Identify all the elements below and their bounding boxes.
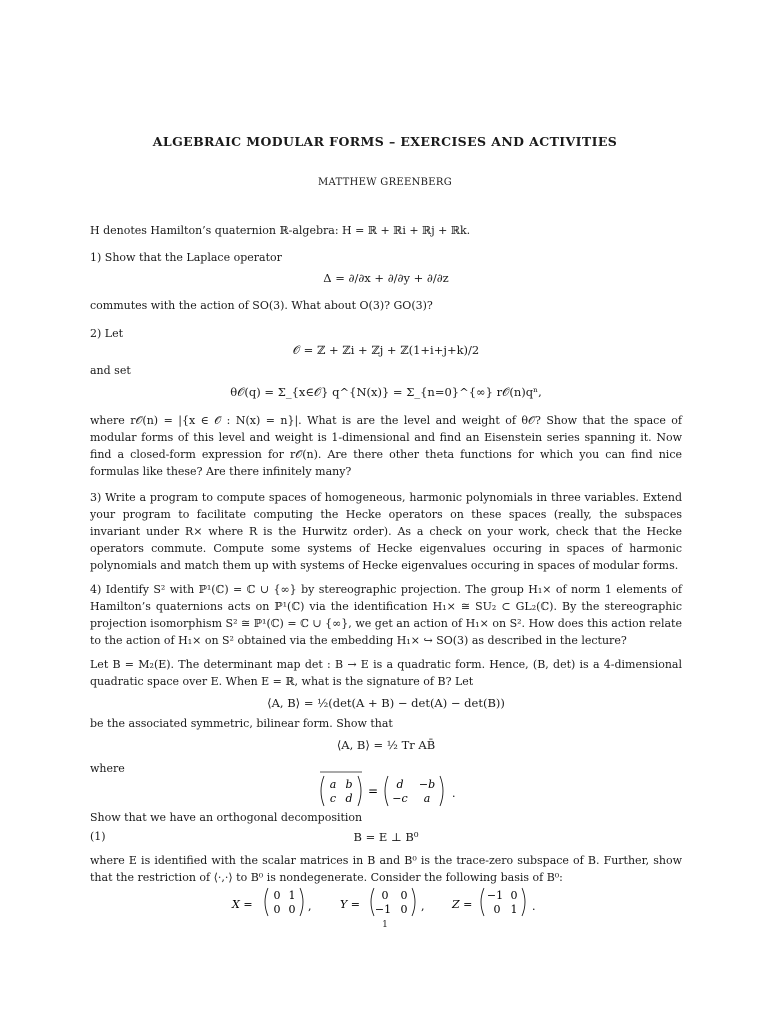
- laplace-equation: Δ = ∂/∂x + ∂/∂y + ∂/∂z: [323, 271, 449, 285]
- bilinear-form-equation: ⟨A, B⟩ = ½(det(A + B) − det(A) − det(B)): [267, 696, 505, 710]
- orthogonal-decomposition-equation: B = E ⊥ B⁰: [353, 830, 419, 844]
- rhs-d: d: [396, 778, 404, 791]
- page-title: ALGEBRAIC MODULAR FORMS – EXERCISES AND ACTIVITIES: [152, 134, 618, 149]
- x-m12: 1: [288, 889, 296, 902]
- author: MATTHEW GREENBERG: [317, 177, 453, 188]
- svg-text:.: .: [532, 900, 536, 913]
- z-m11: −1: [486, 889, 504, 902]
- trace-equation: ⟨A, B⟩ = ½ Tr AB̄: [336, 738, 436, 752]
- x-m22: 0: [288, 903, 296, 916]
- exercise-5-text-4: where E is identified with the scalar matrices in B and B⁰ is the trace-zero subspace of B. Further, show that the restriction of ⟨·,·⟩ to B⁰ is nondegenerate. Consider the following basis of B⁰:: [90, 854, 682, 884]
- intro-paragraph: H denotes Hamilton’s quaternion ℝ-algebra: H = ℝ + ℝi + ℝj + ℝk.: [90, 224, 471, 237]
- svg-text:,: ,: [308, 900, 312, 913]
- equation-number: (1): [90, 830, 106, 843]
- rhs-neg-b: −b: [418, 778, 436, 791]
- order-equation: 𝒪 = ℤ + ℤi + ℤj + ℤ(1+i+j+k)/2: [292, 343, 480, 357]
- exercise-5-text-3: Show that we have an orthogonal decomposition: [90, 811, 363, 824]
- svg-text:=: =: [367, 784, 379, 798]
- page-number: 1: [382, 920, 388, 930]
- and-set-text: and set: [90, 364, 131, 377]
- y-m22: 0: [400, 903, 408, 916]
- rhs-neg-c: −c: [392, 792, 408, 805]
- exercise-2-label: 2) Let: [90, 327, 124, 340]
- exercise-5-text-2: be the associated symmetric, bilinear form. Show that: [90, 717, 393, 730]
- z-m12: 0: [510, 889, 518, 902]
- conjugate-matrix-equation: [300, 770, 470, 812]
- x-m21: 0: [273, 903, 281, 916]
- exercise-3-text: 3) Write a program to compute spaces of homogeneous, harmonic polynomials in three variables. Extend your program to facilitate computing the Hecke operators on these spaces (really, the subspaces invariant under R× where R is the Hurwitz order). As a check on your work, check that the Hecke operators commute. Compute some systems of Hecke eigenvalues occuring in spaces of harmonic polynomials and match them up with systems of Hecke eigenvalues occuring in spaces of modular forms.: [90, 491, 682, 572]
- exercise-1-after: commutes with the action of SO(3). What about O(3)? GO(3)?: [90, 299, 433, 312]
- svg-text:,: ,: [421, 900, 425, 913]
- exercise-1-text: 1) Show that the Laplace operator: [90, 251, 282, 264]
- basis-z-label: Z =: [452, 898, 473, 911]
- z-m22: 1: [510, 903, 518, 916]
- x-m11: 0: [273, 889, 281, 902]
- y-m12: 0: [400, 889, 408, 902]
- lhs-d: d: [345, 792, 353, 805]
- z-m21: 0: [493, 903, 501, 916]
- exercise-5-text-1: Let B = M₂(E). The determinant map det : B → E is a quadratic form. Hence, (B, det) is a 4-dimensional quadratic space over E. When E = ℝ, what is the signature of B? Let: [90, 658, 682, 688]
- svg-text:.: .: [452, 787, 456, 800]
- theta-equation: θ𝒪(q) = Σ_{x∈𝒪} q^{N(x)} = Σ_{n=0}^{∞} r𝒪(n)qⁿ,: [230, 385, 542, 399]
- lhs-c: c: [329, 792, 337, 805]
- y-m11: 0: [381, 889, 389, 902]
- lhs-a: a: [329, 778, 337, 791]
- where-text: where: [90, 762, 125, 775]
- basis-x-label: X =: [232, 898, 253, 911]
- y-m21: −1: [374, 903, 392, 916]
- lhs-b: b: [345, 778, 353, 791]
- rhs-a: a: [423, 792, 431, 805]
- exercise-4-text: 4) Identify S² with ℙ¹(ℂ) = ℂ ∪ {∞} by stereographic projection. The group H₁× of norm 1 elements of Hamilton’s quaternions acts on ℙ¹(ℂ) via the identification H₁× ≅ SU₂ ⊂ GL₂(ℂ). By the stereographic projection isomorphism S² ≅ ℙ¹(ℂ) = ℂ ∪ {∞}, we get an action of H₁× on S². How does this action relate to the action of H₁× on S² obtained via the embedding H₁× ↪ SO(3) as described in the lecture?: [90, 583, 682, 647]
- exercise-2-text: where r𝒪(n) = |{x ∈ 𝒪 : N(x) = n}|. What is are the level and weight of θ𝒪? Show that the space of modular forms of this level and weight is 1-dimensional and find an Eisenstein series spanning it. Now find a closed-form expression for r𝒪(n). Are there other theta functions for which you can find nice formulas like these? Are there infinitely many?: [90, 414, 682, 478]
- basis-matrices: [228, 884, 558, 920]
- basis-y-label: Y =: [340, 898, 360, 911]
